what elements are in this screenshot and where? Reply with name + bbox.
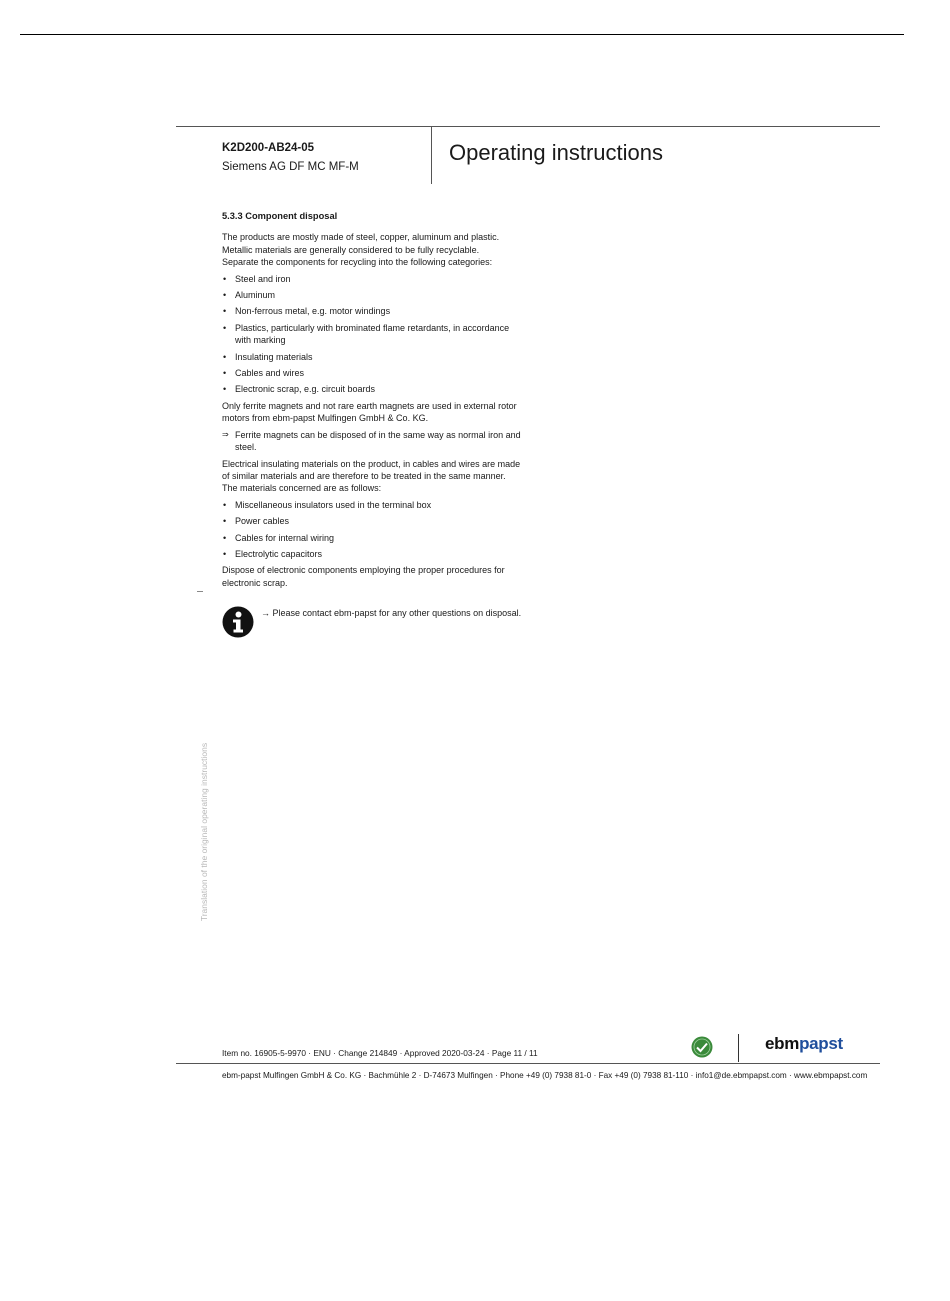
info-note: → Please contact ebm-papst for any other questions on disposal. (261, 608, 522, 618)
materials-intro: The materials concerned are as follows: (222, 483, 382, 494)
margin-dash (197, 591, 203, 592)
header-rule (176, 126, 880, 127)
dispose-paragraph: Dispose of electronic components employing the proper procedures for electronic scrap. (222, 565, 505, 588)
intro-line: The products are mostly made of steel, copper, aluminum and plastic. (222, 232, 500, 243)
header-divider (431, 127, 432, 184)
brand-logo (765, 1034, 843, 1054)
insulating-paragraph: Electrical insulating materials on the product, in cables and wires are made of similar materials and are therefore to be treated in the same manner. (222, 458, 521, 481)
section-title: 5.3.3 Component disposal (222, 211, 338, 221)
result-arrow-icon: ⇒ (222, 429, 229, 439)
certification-badge-icon (691, 1036, 713, 1058)
list-item: • Miscellaneous insulators used in the terminal box (222, 499, 522, 511)
result-text: Ferrite magnets can be disposed of in the same way as normal iron and steel. (235, 429, 521, 453)
list-item: • Insulating materials (222, 351, 522, 363)
intro-line: Separate the components for recycling into the following categories: (222, 257, 493, 268)
magnets-paragraph: Only ferrite magnets and not rare earth magnets are used in external rotor motors from ebm-papst Mulfingen GmbH & Co. KG. (222, 400, 517, 424)
footer-rule (176, 1063, 880, 1064)
brand-part-papst: papst (799, 1034, 843, 1053)
list-item: • Electrolytic capacitors (222, 548, 522, 560)
top-rule (20, 34, 904, 35)
item-info: Item no. 16905-5-9970 · ENU · Change 214849 · Approved 2020-03-24 · Page 11 / 11 (222, 1048, 538, 1058)
brand-part-ebm: ebm (765, 1034, 800, 1053)
footer-divider (738, 1034, 739, 1062)
result-item (222, 429, 522, 454)
list-item: • Cables and wires (222, 367, 522, 379)
customer-name: Siemens AG DF MC MF-M (222, 161, 359, 173)
list-item: • Non-ferrous metal, e.g. motor windings (222, 305, 522, 317)
info-icon (222, 606, 254, 638)
list-item: • Cables for internal wiring (222, 532, 522, 544)
document-title: Operating instructions (449, 140, 663, 165)
model-number: K2D200-AB24-05 (222, 142, 315, 154)
list-item: • Plastics, particularly with brominated flame retardants, in accordance with marking (222, 322, 522, 347)
list-item: • Aluminum (222, 289, 522, 301)
company-address: ebm-papst Mulfingen GmbH & Co. KG · Bachmühle 2 · D-74673 Mulfingen · Phone +49 (0) 7938 81-0 · Fax +49 (0) 7938 81-110 · info1@de.ebmpapst.com · www.ebmpapst.com (222, 1071, 868, 1080)
list-item: • Electronic scrap, e.g. circuit boards (222, 383, 522, 395)
side-caption: Translation of the original operating instructions (199, 742, 209, 922)
list-item: • Steel and iron (222, 273, 522, 285)
intro-paragraph (222, 231, 522, 268)
section-content (222, 210, 522, 593)
intro-line: Metallic materials are generally considered to be fully recyclable. (222, 244, 480, 255)
list-item: • Power cables (222, 515, 522, 527)
